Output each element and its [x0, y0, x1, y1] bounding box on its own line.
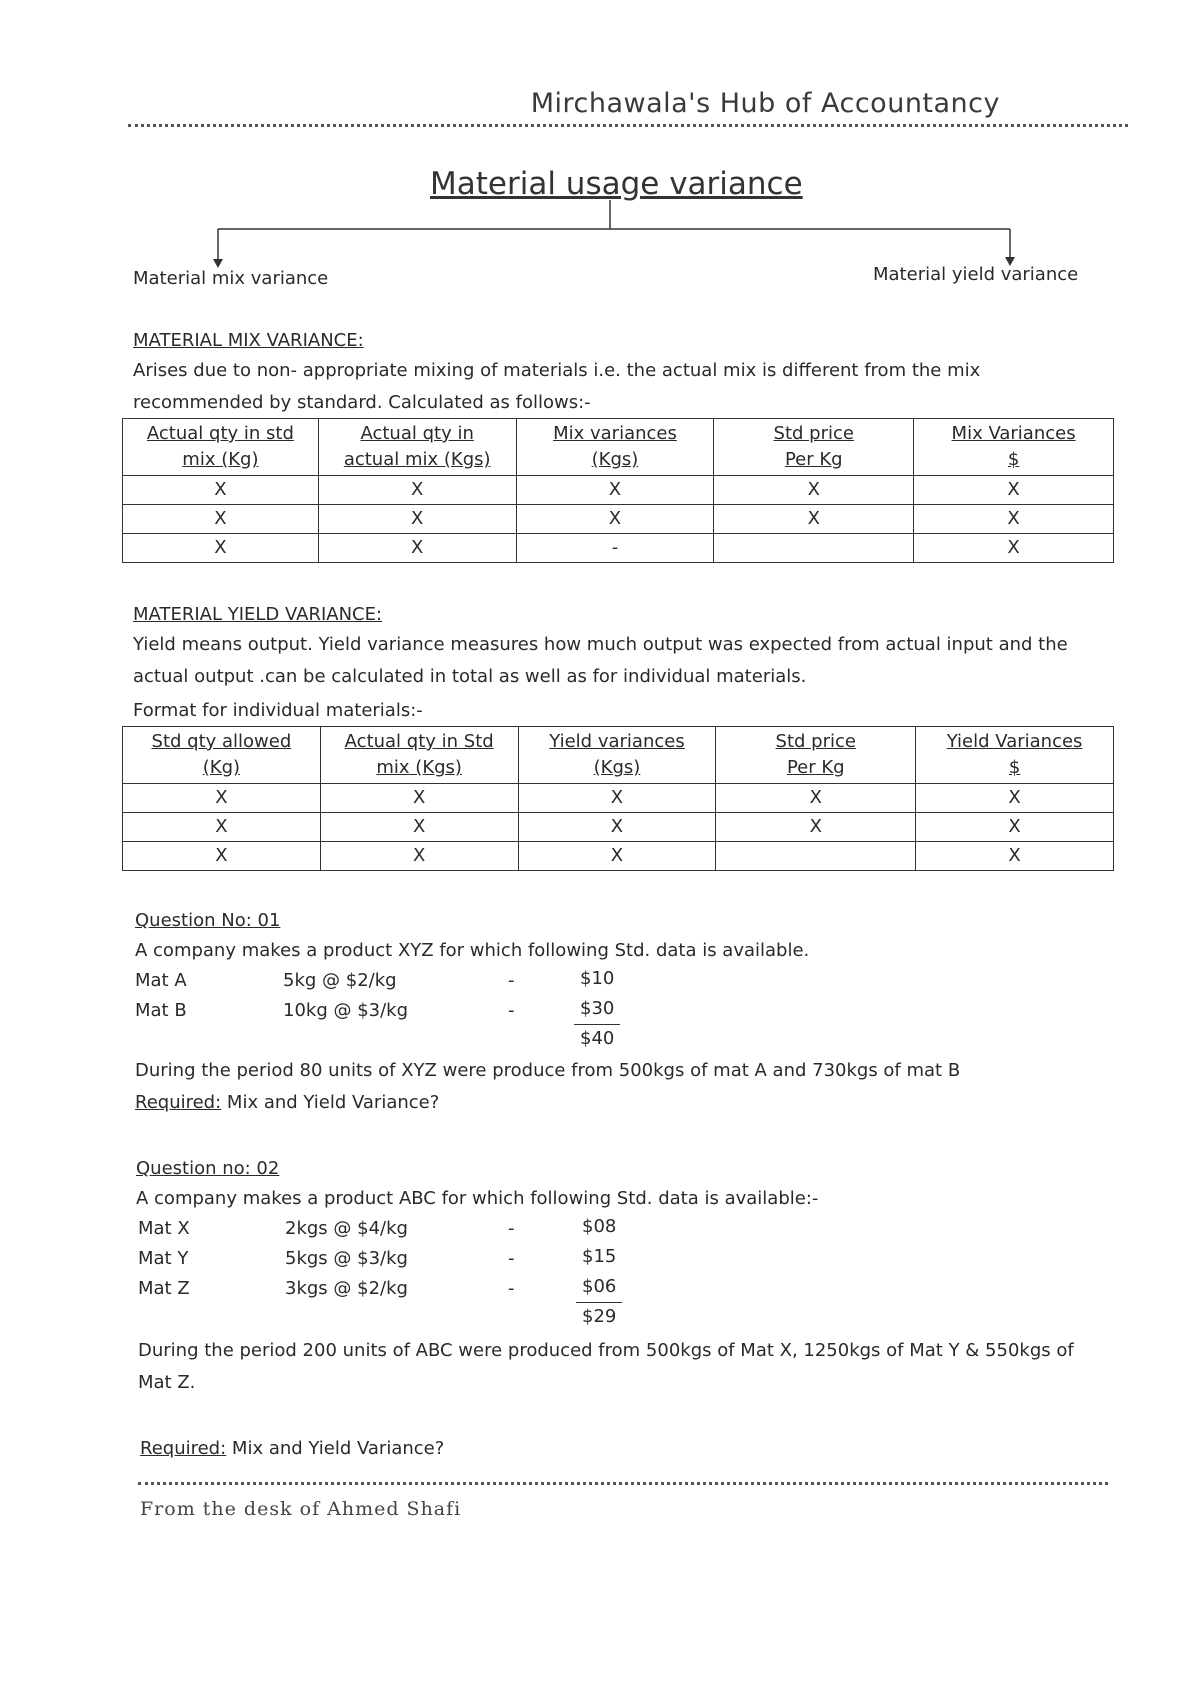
question-02-during-line1: During the period 200 units of ABC were produced from 500kgs of Mat X, 1250kgs of Mat Y & 550kgs of: [138, 1340, 1074, 1361]
mix-header-actual-qty-actual-mix: Actual qty in actual mix (Kgs): [318, 419, 516, 476]
q2-material-amount: $15: [582, 1246, 617, 1267]
q2-material-amount: $08: [582, 1216, 617, 1237]
q2-material-spec: 5kgs @ $3/kg: [285, 1248, 408, 1269]
yield-header-std-qty-allowed: Std qty allowed (Kg): [123, 727, 321, 784]
table-cell: X: [320, 813, 518, 842]
variance-branch-diagram: [0, 195, 1200, 275]
q1-total-rule: [574, 1024, 620, 1025]
table-cell: X: [914, 534, 1114, 563]
table-row: [123, 784, 1114, 813]
table-cell: X: [716, 784, 916, 813]
required-text: Mix and Yield Variance?: [226, 1438, 445, 1459]
table-cell: X: [916, 784, 1114, 813]
question-02-heading: Question no: 02: [136, 1158, 280, 1179]
table-cell: X: [318, 505, 516, 534]
table-cell: X: [123, 505, 319, 534]
yield-header-yield-variances-dollar: Yield Variances $: [916, 727, 1114, 784]
yield-variance-description-line2: actual output .can be calculated in total as well as for individual materials.: [133, 666, 807, 687]
table-cell: X: [123, 784, 321, 813]
table-cell: X: [123, 534, 319, 563]
q1-material-spec: 5kg @ $2/kg: [283, 970, 397, 991]
q2-dash: -: [508, 1218, 515, 1239]
q2-material-spec: 2kgs @ $4/kg: [285, 1218, 408, 1239]
q1-total-amount: $40: [580, 1028, 615, 1049]
table-cell: X: [714, 476, 914, 505]
table-cell: X: [320, 842, 518, 871]
q2-dash: -: [508, 1278, 515, 1299]
table-cell: X: [916, 813, 1114, 842]
yield-header-std-price: Std price Per Kg: [716, 727, 916, 784]
table-cell: X: [518, 813, 716, 842]
table-cell: X: [914, 505, 1114, 534]
q2-material-amount: $06: [582, 1276, 617, 1297]
q1-material-amount: $10: [580, 968, 615, 989]
footer-rule: [138, 1482, 1108, 1485]
q2-material-name: Mat X: [138, 1218, 190, 1239]
yield-header-yield-variances-kgs: Yield variances (Kgs): [518, 727, 716, 784]
yield-variance-description-line1: Yield means output. Yield variance measures how much output was expected from actual input and the: [133, 634, 1068, 655]
page-title: Material usage variance: [430, 166, 803, 202]
q1-material-amount: $30: [580, 998, 615, 1019]
q1-material-name: Mat B: [135, 1000, 187, 1021]
mix-variance-description-line2: recommended by standard. Calculated as follows:-: [133, 392, 591, 413]
q2-material-name: Mat Y: [138, 1248, 189, 1269]
mix-variance-table: [122, 418, 1114, 563]
table-row: [123, 505, 1114, 534]
table-cell: X: [123, 842, 321, 871]
table-cell: X: [123, 476, 319, 505]
q1-dash: -: [508, 1000, 515, 1021]
table-cell: [714, 534, 914, 563]
table-cell: [716, 842, 916, 871]
table-cell: X: [916, 842, 1114, 871]
table-cell: X: [516, 505, 714, 534]
required-label: Required:: [140, 1438, 227, 1459]
yield-variance-table: [122, 726, 1114, 871]
table-cell: -: [516, 534, 714, 563]
question-01-intro: A company makes a product XYZ for which following Std. data is available.: [135, 940, 810, 961]
q2-dash: -: [508, 1248, 515, 1269]
table-cell: X: [123, 813, 321, 842]
table-cell: X: [518, 842, 716, 871]
table-cell: X: [318, 534, 516, 563]
mix-header-mix-variances-kgs: Mix variances (Kgs): [516, 419, 714, 476]
table-row: [123, 476, 1114, 505]
table-row: [123, 534, 1114, 563]
table-cell: X: [714, 505, 914, 534]
question-02-required: [140, 1438, 444, 1459]
required-label: Required:: [135, 1092, 222, 1113]
q2-total-rule: [576, 1302, 622, 1303]
table-cell: X: [914, 476, 1114, 505]
mix-table-header-row: [123, 419, 1114, 476]
table-row: [123, 813, 1114, 842]
mix-header-actual-qty-std-mix: Actual qty in std mix (Kg): [123, 419, 319, 476]
q2-total-amount: $29: [582, 1306, 617, 1327]
yield-variance-branch-label: Material yield variance: [873, 264, 1079, 285]
mix-variance-description-line1: Arises due to non- appropriate mixing of materials i.e. the actual mix is different from the mix: [133, 360, 981, 381]
page-header: Mirchawala's Hub of Accountancy: [530, 88, 1000, 119]
table-cell: X: [716, 813, 916, 842]
mix-variance-heading: MATERIAL MIX VARIANCE:: [133, 330, 364, 351]
question-01-required: [135, 1092, 439, 1113]
header-rule: [128, 124, 1128, 127]
q1-dash: -: [508, 970, 515, 991]
q1-material-name: Mat A: [135, 970, 187, 991]
mix-header-mix-variances-dollar: Mix Variances $: [914, 419, 1114, 476]
table-cell: X: [518, 784, 716, 813]
mix-header-std-price: Std price Per Kg: [714, 419, 914, 476]
table-row: [123, 842, 1114, 871]
question-01-heading: Question No: 01: [135, 910, 281, 931]
yield-variance-heading: MATERIAL YIELD VARIANCE:: [133, 604, 383, 625]
required-text: Mix and Yield Variance?: [221, 1092, 440, 1113]
q1-material-spec: 10kg @ $3/kg: [283, 1000, 409, 1021]
yield-format-label: Format for individual materials:-: [133, 700, 423, 721]
question-02-intro: A company makes a product ABC for which following Std. data is available:-: [136, 1188, 819, 1209]
mix-variance-branch-label: Material mix variance: [133, 268, 329, 289]
q2-material-spec: 3kgs @ $2/kg: [285, 1278, 408, 1299]
table-cell: X: [320, 784, 518, 813]
yield-table-header-row: [123, 727, 1114, 784]
footer-text: From the desk of Ahmed Shafi: [140, 1498, 462, 1520]
question-01-during-text: During the period 80 units of XYZ were produce from 500kgs of mat A and 730kgs of mat B: [135, 1060, 961, 1081]
table-cell: X: [516, 476, 714, 505]
table-cell: X: [318, 476, 516, 505]
q2-material-name: Mat Z: [138, 1278, 190, 1299]
yield-header-actual-qty-std-mix: Actual qty in Std mix (Kgs): [320, 727, 518, 784]
question-02-during-line2: Mat Z.: [138, 1372, 196, 1393]
